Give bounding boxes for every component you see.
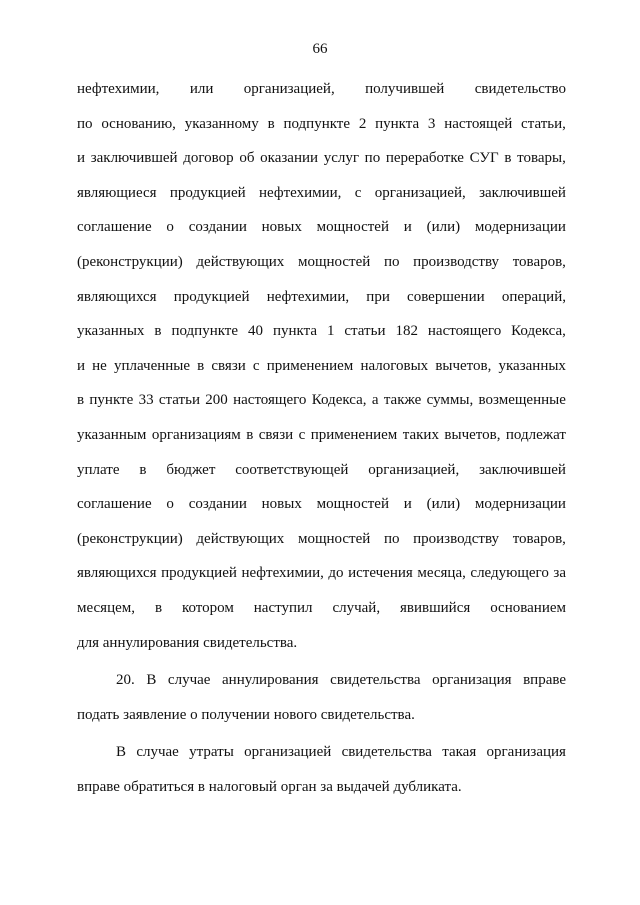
word: модернизации (474, 219, 566, 236)
word: 3 (427, 115, 436, 132)
text-line (77, 494, 566, 529)
body-text (77, 79, 566, 811)
word: 40 (247, 323, 263, 340)
word: нефтехимии, (259, 184, 342, 201)
word: статьи (158, 392, 200, 409)
word: соглашение (77, 496, 152, 513)
word: случае (136, 744, 179, 761)
word: договор (183, 150, 234, 167)
word: с (298, 426, 306, 443)
word: свидетельства (341, 744, 432, 761)
word: организацией, (368, 461, 460, 478)
word: месяца, (417, 565, 466, 582)
word: заключившей (90, 150, 178, 167)
word: подпункте (283, 115, 351, 132)
word: или (189, 81, 214, 97)
word: и (77, 150, 86, 167)
word: настоящей (444, 115, 513, 132)
word: пункта (375, 115, 420, 132)
word: явившийся (400, 599, 471, 616)
word: мощностей (297, 530, 371, 547)
word: оказании (260, 150, 319, 167)
word: указанному (184, 115, 259, 132)
word: по (77, 115, 93, 132)
word: указанным (77, 426, 147, 443)
word: и (77, 357, 86, 374)
word: товаров, (512, 253, 566, 270)
word: основанием (490, 599, 566, 616)
word: новых (261, 219, 302, 236)
word: В (146, 672, 157, 689)
word: В (116, 744, 127, 761)
word: возмещенные (478, 392, 566, 409)
text-line (77, 287, 566, 322)
word: свидетельства (330, 672, 421, 689)
word: действующих (196, 530, 285, 547)
word: в (246, 426, 254, 443)
word: Кодекса, (311, 392, 367, 409)
word: нефтехимии, (266, 288, 350, 305)
word: свидетельство (474, 81, 566, 97)
word: не (92, 357, 107, 374)
word: основанию, (101, 115, 176, 132)
word: нефтехимии, (241, 565, 324, 582)
word: (или) (426, 496, 461, 513)
word: Кодекса, (511, 323, 566, 340)
word: вправе (523, 672, 566, 689)
word: также (383, 392, 422, 409)
text-line (77, 217, 566, 252)
word: связи (211, 357, 246, 374)
word: наступил (253, 599, 313, 616)
word: услуг (323, 150, 359, 167)
word: получившей (365, 81, 445, 97)
word: в (267, 115, 275, 132)
word: настоящего (427, 323, 502, 340)
word: 33 (138, 392, 154, 409)
word: случае (167, 672, 211, 689)
word: заключившей (479, 461, 566, 478)
word: уплате (77, 461, 120, 478)
word: 1 (326, 323, 335, 340)
word: уплаченные (113, 357, 191, 374)
word: переработке (385, 150, 464, 167)
word: организациям (151, 426, 241, 443)
word: с (252, 357, 260, 374)
word: связи (258, 426, 294, 443)
word: продукцией (161, 565, 237, 582)
word: производству (413, 530, 500, 547)
text-line (77, 390, 566, 425)
word: бюджет (166, 461, 216, 478)
word: мощностей (316, 496, 389, 513)
word: совершении (407, 288, 485, 305)
word: действующих (196, 253, 285, 270)
word: товары, (517, 150, 566, 167)
word: производству (413, 253, 500, 270)
word: организацией (244, 744, 332, 761)
text-line (77, 460, 566, 495)
word: статьи (344, 323, 386, 340)
text-line (77, 356, 566, 391)
text-line (77, 598, 566, 633)
word: и (403, 219, 412, 236)
word: 2 (358, 115, 367, 132)
word: месяцем, (77, 599, 136, 616)
word: при (366, 288, 390, 305)
word: 182 (395, 323, 418, 340)
word: мощностей (316, 219, 389, 236)
word: являющиеся (77, 184, 157, 201)
word: с (354, 184, 362, 201)
text-line (77, 183, 566, 218)
word: применением (266, 357, 354, 374)
word: следующего (470, 565, 549, 582)
text-line (77, 529, 566, 564)
word: об (239, 150, 255, 167)
page-number: 66 (312, 41, 328, 57)
word: вычетов, (435, 357, 492, 374)
text-line (77, 252, 566, 287)
word: заключившей (479, 184, 566, 201)
word: (или) (426, 219, 461, 236)
word: 20. (116, 672, 135, 689)
word: указанных (77, 323, 145, 340)
word: и (403, 496, 412, 513)
word: подлежат (505, 426, 566, 443)
text-line (77, 148, 566, 183)
word: случай, (332, 599, 381, 616)
word: являющихся (77, 288, 157, 305)
word: новых (261, 496, 302, 513)
word: мощностей (297, 253, 371, 270)
word: вычетов, (444, 426, 501, 443)
word: соглашение (77, 219, 152, 236)
word: по (383, 530, 400, 547)
text-line (77, 670, 566, 705)
word: организация (432, 672, 512, 689)
word: в (154, 323, 162, 340)
text-line (77, 114, 566, 149)
word: таких (402, 426, 439, 443)
word: о (166, 496, 174, 513)
word: а (371, 392, 379, 409)
text-line (77, 563, 566, 598)
word: операций, (501, 288, 566, 305)
word: создании (188, 219, 247, 236)
text-line (77, 425, 566, 460)
word: аннулирования (222, 672, 319, 689)
word: модернизации (474, 496, 566, 513)
word: настоящего (233, 392, 307, 409)
word: применением (310, 426, 398, 443)
word: налоговых (360, 357, 429, 374)
text-line: для аннулирования свидетельства. (77, 634, 298, 651)
word: создании (188, 496, 247, 513)
word: (реконструкции) (77, 253, 183, 270)
word: истечения (348, 565, 413, 582)
text-line: вправе обратиться в налоговый орган за выдачей дубликата. (77, 778, 462, 795)
word: 200 (205, 392, 228, 409)
word: (реконструкции) (77, 530, 183, 547)
word: в (197, 357, 205, 374)
word: указанных (498, 357, 566, 374)
text-line (77, 79, 566, 114)
word: о (166, 219, 174, 236)
word: организация (486, 744, 566, 761)
word: статьи, (521, 115, 566, 132)
text-line (77, 321, 566, 356)
word: являющихся (77, 565, 157, 582)
word: подпункте (171, 323, 239, 340)
word: котором (181, 599, 234, 616)
word: пункте (89, 392, 134, 409)
word: в (154, 599, 163, 616)
word: в (504, 150, 512, 167)
word: до (328, 565, 344, 582)
word: утраты (189, 744, 234, 761)
word: продукцией (169, 184, 246, 201)
word: пункта (272, 323, 317, 340)
word: по (364, 150, 381, 167)
text-line (77, 742, 566, 777)
text-line: подать заявление о получении нового свидетельства. (77, 706, 415, 723)
word: за (553, 565, 566, 582)
word: продукцией (173, 288, 250, 305)
word: организацией, (374, 184, 466, 201)
word: организацией, (243, 81, 335, 97)
word: суммы, (426, 392, 474, 409)
word: соответствующей (235, 461, 349, 478)
word: по (383, 253, 400, 270)
word: СУГ (469, 150, 499, 167)
word: товаров, (512, 530, 566, 547)
word: нефтехимии, (77, 81, 160, 97)
word: в (77, 392, 85, 409)
word: в (139, 461, 147, 478)
word: такая (442, 744, 477, 761)
